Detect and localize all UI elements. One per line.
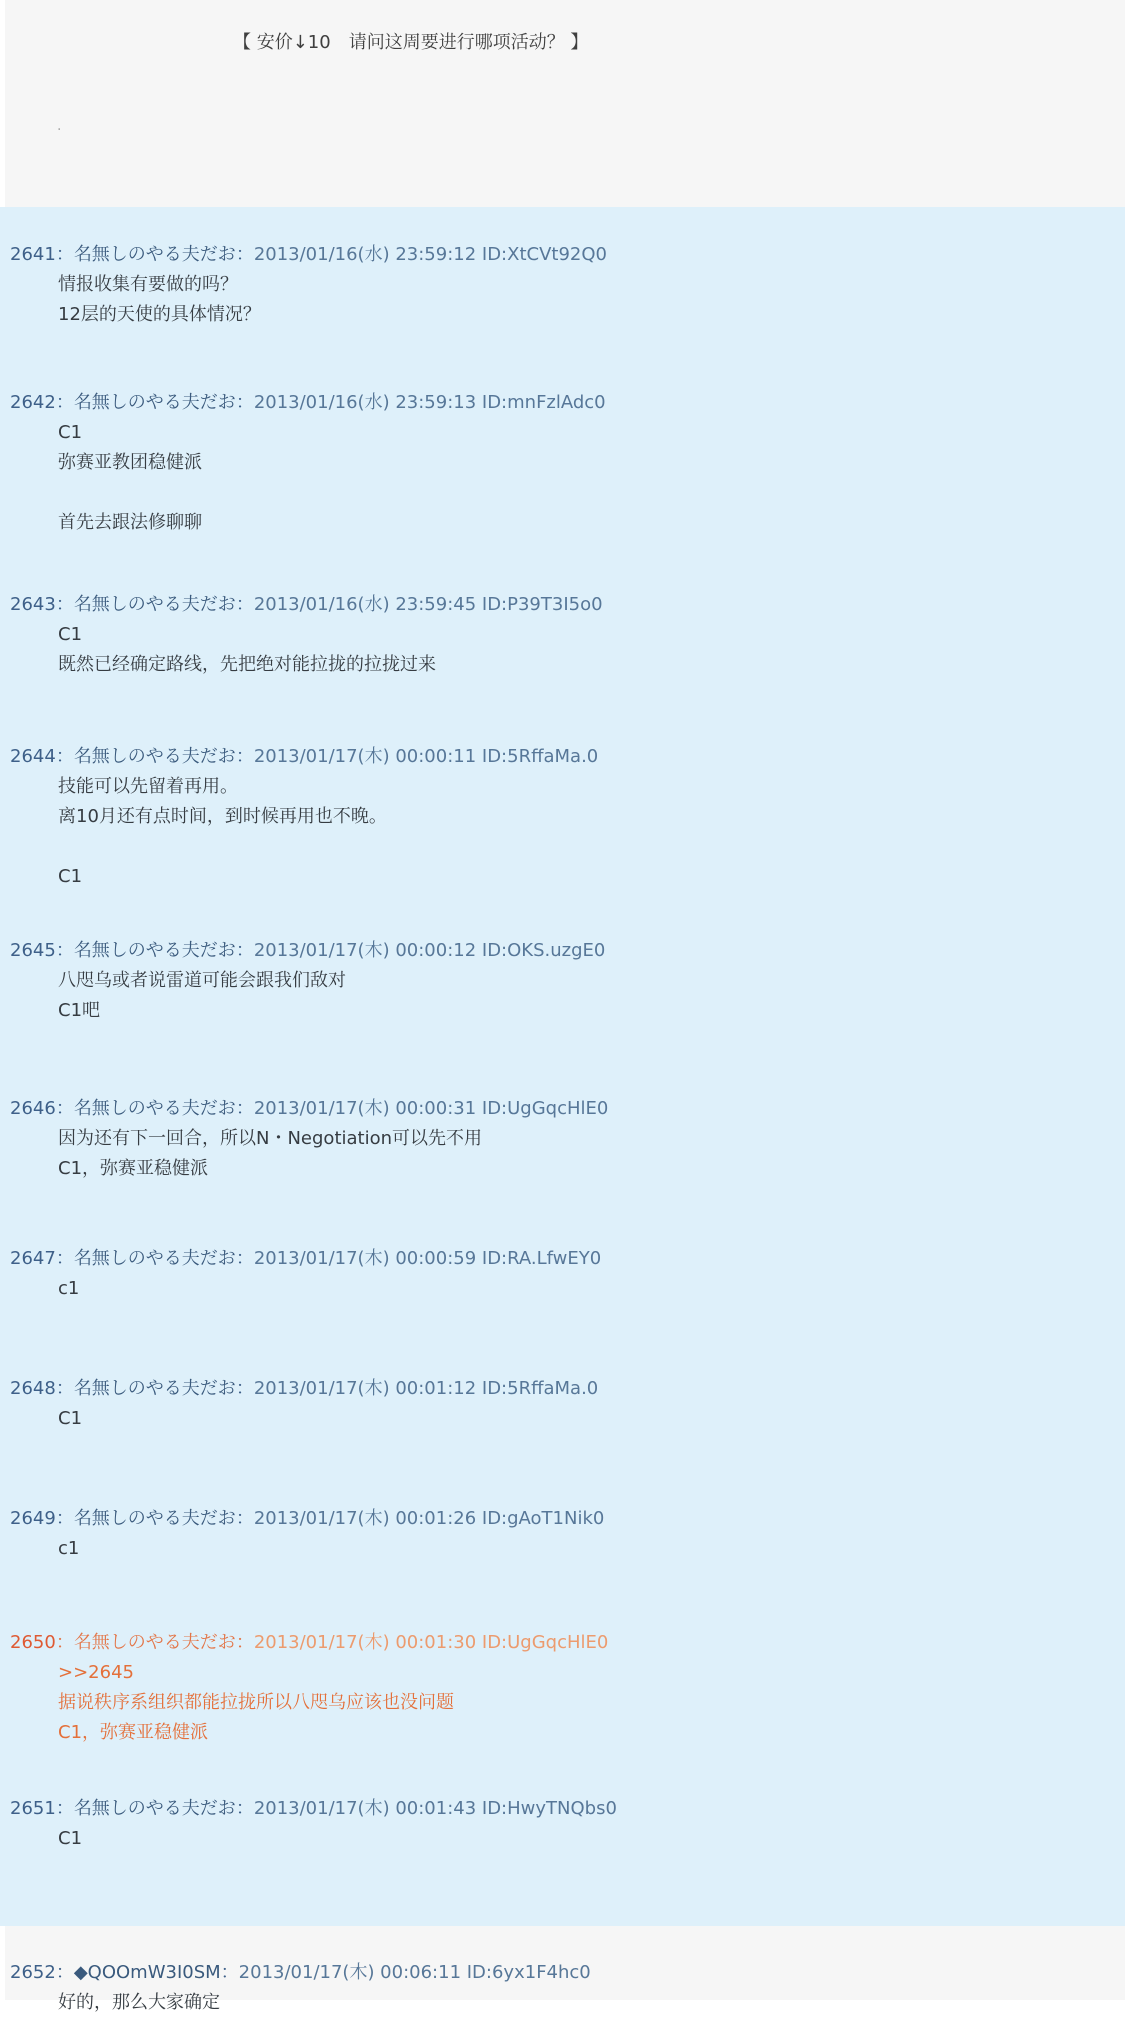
- post-line: 因为还有下一回合，所以N・Negotiation可以先不用: [58, 1128, 483, 1149]
- post-header: [10, 388, 1115, 418]
- post-line: 离10月还有点时间，到时候再用也不晚。: [58, 806, 387, 827]
- post-name: 名無しのやる夫だお: [73, 746, 236, 767]
- post-name: 名無しのやる夫だお: [73, 1508, 236, 1529]
- post: [10, 240, 1115, 330]
- post-header: [10, 590, 1115, 620]
- post-datetime: 2013/01/16(水) 23:59:45 ID:P39T3I5o0: [253, 594, 603, 615]
- post-line: C1: [58, 1828, 83, 1849]
- post-datetime: 2013/01/17(木) 00:01:12 ID:5RffaMa.0: [253, 1378, 599, 1399]
- post-header: [10, 1628, 1115, 1658]
- blank-line: [10, 832, 1115, 862]
- post-header: [10, 1094, 1115, 1124]
- post-datetime: 2013/01/17(木) 00:00:31 ID:UgGqcHlE0: [253, 1098, 609, 1119]
- header-separator: ：: [55, 746, 74, 767]
- post-header: [10, 1504, 1115, 1534]
- post: [10, 1504, 1115, 1564]
- post-number: 2648: [10, 1378, 56, 1399]
- header-separator: ：: [55, 392, 74, 413]
- post-number: 2644: [10, 746, 56, 767]
- post-line: C1: [58, 422, 83, 443]
- post-datetime: 2013/01/17(木) 00:00:11 ID:5RffaMa.0: [253, 746, 599, 767]
- post: [10, 1628, 1115, 1748]
- post-body: [10, 1124, 1115, 1184]
- post-line: 情报收集有要做的吗？: [58, 274, 238, 295]
- post-number: 2650: [10, 1632, 56, 1653]
- post-datetime: 2013/01/17(木) 00:01:43 ID:HwyTNQbs0: [253, 1798, 617, 1819]
- post-number: 2646: [10, 1098, 56, 1119]
- post-line: c1: [58, 1278, 80, 1299]
- post-line: C1，弥赛亚稳健派: [58, 1158, 209, 1179]
- post: [10, 1958, 1115, 2018]
- post-body: [10, 772, 1115, 892]
- header-separator: ：: [55, 1378, 74, 1399]
- post: [10, 742, 1115, 892]
- post-body: [10, 1658, 1115, 1748]
- post-datetime: 2013/01/16(水) 23:59:12 ID:XtCVt92Q0: [253, 244, 607, 265]
- header-separator: ：: [235, 1508, 254, 1529]
- post-line: 好的，那么大家确定: [58, 1992, 220, 2013]
- post-line: 既然已经确定路线，先把绝对能拉拢的拉拢过来: [58, 654, 436, 675]
- post-line: 弥赛亚教团稳健派: [58, 452, 202, 473]
- post-body: [10, 418, 1115, 538]
- post-line: 12层的天使的具体情况？: [58, 304, 261, 325]
- post-body: [10, 1534, 1115, 1564]
- post-name: 名無しのやる夫だお: [73, 940, 236, 961]
- post-line: C1吧: [58, 1000, 101, 1021]
- header-separator: ：: [55, 244, 74, 265]
- post-header: [10, 1794, 1115, 1824]
- post-body: [10, 620, 1115, 680]
- post-datetime: 2013/01/17(木) 00:06:11 ID:6yx1F4hc0: [238, 1962, 591, 1983]
- header-separator: ：: [220, 1962, 239, 1983]
- post-line: 据说秩序系组织都能拉拢所以八咫乌应该也没问题: [58, 1692, 454, 1713]
- header-separator: ：: [235, 392, 254, 413]
- post: [10, 590, 1115, 680]
- post-header: [10, 936, 1115, 966]
- header-separator: ：: [235, 1632, 254, 1653]
- post-body: [10, 270, 1115, 330]
- post-number: 2647: [10, 1248, 56, 1269]
- post-number: 2645: [10, 940, 56, 961]
- post-number: 2652: [10, 1962, 56, 1983]
- post-number: 2641: [10, 244, 56, 265]
- blank-line: [10, 478, 1115, 508]
- header-separator: ：: [235, 746, 254, 767]
- thread-title: 【 安价↓10 请问这周要进行哪项活动？ 】: [233, 32, 589, 53]
- post-datetime: 2013/01/17(木) 00:00:12 ID:OKS.uzgE0: [253, 940, 606, 961]
- post-number: 2649: [10, 1508, 56, 1529]
- post-body: [10, 966, 1115, 1026]
- post-header: [10, 1244, 1115, 1274]
- header-separator: ：: [55, 1632, 74, 1653]
- post-name: 名無しのやる夫だお: [73, 392, 236, 413]
- header-separator: ：: [55, 1508, 74, 1529]
- post: [10, 1094, 1115, 1184]
- header-separator: ：: [235, 1798, 254, 1819]
- post-anchor-link[interactable]: >>2645: [58, 1662, 134, 1683]
- post-datetime: 2013/01/16(水) 23:59:13 ID:mnFzlAdc0: [253, 392, 606, 413]
- post: [10, 1794, 1115, 1854]
- header-separator: ：: [55, 594, 74, 615]
- post-number: 2642: [10, 392, 56, 413]
- post: [10, 1374, 1115, 1434]
- header-separator: ：: [235, 1378, 254, 1399]
- post-body: [10, 1824, 1115, 1854]
- post-datetime: 2013/01/17(木) 00:01:26 ID:gAoT1Nik0: [253, 1508, 605, 1529]
- post-header: [10, 1958, 1115, 1988]
- post-header: [10, 1374, 1115, 1404]
- header-separator: ：: [235, 1248, 254, 1269]
- header-separator: ：: [235, 940, 254, 961]
- post-name: 名無しのやる夫だお: [73, 1378, 236, 1399]
- post-header: [10, 240, 1115, 270]
- post-name: ◆QOOmW3I0SM: [73, 1962, 221, 1983]
- post-name: 名無しのやる夫だお: [73, 594, 236, 615]
- post-line: c1: [58, 1538, 80, 1559]
- post-datetime: 2013/01/17(木) 00:01:30 ID:UgGqcHlE0: [253, 1632, 609, 1653]
- header-separator: ：: [55, 1248, 74, 1269]
- header-separator: ：: [235, 594, 254, 615]
- post-datetime: 2013/01/17(木) 00:00:59 ID:RA.LfwEY0: [253, 1248, 602, 1269]
- post-name: 名無しのやる夫だお: [73, 1798, 236, 1819]
- post-line: 技能可以先留着再用。: [58, 776, 238, 797]
- post-number: 2643: [10, 594, 56, 615]
- header-separator: ：: [235, 244, 254, 265]
- post-name: 名無しのやる夫だお: [73, 244, 236, 265]
- post: [10, 1244, 1115, 1304]
- post-body: [10, 1404, 1115, 1434]
- post-line: C1，弥赛亚稳健派: [58, 1722, 209, 1743]
- post-line: C1: [58, 1408, 83, 1429]
- post-header: [10, 742, 1115, 772]
- post-line: C1: [58, 866, 83, 887]
- post-line: 首先去跟法修聊聊: [58, 512, 202, 533]
- stray-mark: .: [57, 118, 62, 134]
- header-separator: ：: [55, 1962, 74, 1983]
- post: [10, 936, 1115, 1026]
- post-line: C1: [58, 624, 83, 645]
- post-name: 名無しのやる夫だお: [73, 1248, 236, 1269]
- post-name: 名無しのやる夫だお: [73, 1632, 236, 1653]
- post-body: [10, 1988, 1115, 2018]
- post-line: 八咫乌或者说雷道可能会跟我们敌对: [58, 970, 346, 991]
- post: [10, 388, 1115, 538]
- post-body: [10, 1274, 1115, 1304]
- header-separator: ：: [235, 1098, 254, 1119]
- header-separator: ：: [55, 1098, 74, 1119]
- header-separator: ：: [55, 1798, 74, 1819]
- header-separator: ：: [55, 940, 74, 961]
- post-name: 名無しのやる夫だお: [73, 1098, 236, 1119]
- post-number: 2651: [10, 1798, 56, 1819]
